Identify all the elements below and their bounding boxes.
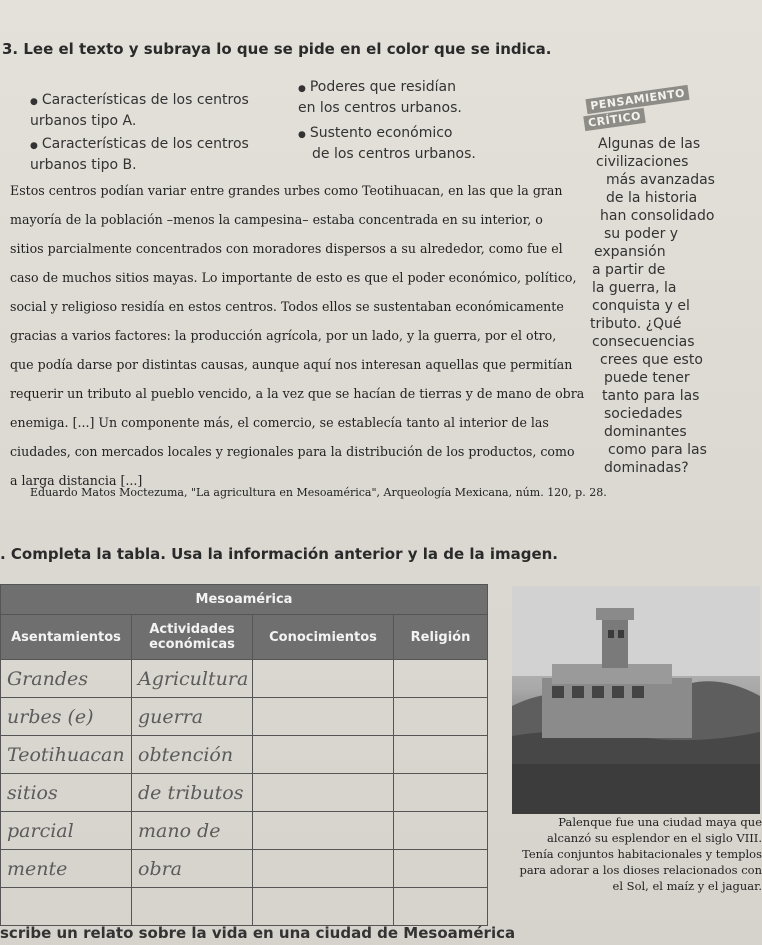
task-item: en los centros urbanos.	[298, 100, 462, 116]
table-cell[interactable]: Agricultura	[132, 660, 253, 698]
table-cell[interactable]	[253, 736, 394, 774]
task-item: urbanos tipo B.	[30, 157, 137, 173]
table-title: Mesoamérica	[1, 585, 488, 615]
column-header: Actividades económicas	[132, 615, 253, 660]
table-cell[interactable]	[394, 850, 488, 888]
next-activity-instruction: scribe un relato sobre la vida en una ciudad de Mesoamérica	[0, 924, 516, 942]
table-row	[1, 698, 488, 736]
table-cell[interactable]	[394, 698, 488, 736]
bullet-icon: ●	[30, 97, 38, 107]
table-cell[interactable]	[394, 812, 488, 850]
column-header: Conocimientos	[253, 615, 394, 660]
table-cell[interactable]	[132, 888, 253, 926]
table-cell[interactable]	[253, 850, 394, 888]
table-cell[interactable]: obtención	[132, 736, 253, 774]
bullet-icon: ●	[30, 141, 38, 151]
table-cell[interactable]	[394, 660, 488, 698]
task-item: ● Sustento económico	[298, 125, 453, 141]
mesoamerica-table	[0, 584, 488, 900]
table-cell[interactable]: guerra	[132, 698, 253, 736]
table-cell[interactable]	[253, 888, 394, 926]
table-cell[interactable]: mano de	[132, 812, 253, 850]
table-cell[interactable]: Teotihuacan	[1, 736, 132, 774]
question-4-title: . Completa la tabla. Usa la información anterior y la de la imagen.	[0, 545, 559, 563]
table-row	[1, 850, 488, 888]
table-cell[interactable]: parcial	[1, 812, 132, 850]
column-header: Asentamientos	[1, 615, 132, 660]
table-row	[1, 660, 488, 698]
task-item: ● Características de los centros	[30, 92, 249, 108]
task-item: urbanos tipo A.	[30, 113, 137, 129]
bullet-icon: ●	[298, 84, 306, 94]
table-row	[1, 736, 488, 774]
table-cell[interactable]	[253, 812, 394, 850]
question-3-title: 3. Lee el texto y subraya lo que se pide en el color que se indica.	[2, 40, 552, 58]
table-cell[interactable]	[253, 660, 394, 698]
table-cell[interactable]	[1, 888, 132, 926]
task-item: ● Características de los centros	[30, 136, 249, 152]
table-row	[1, 812, 488, 850]
table-cell[interactable]: de tributos	[132, 774, 253, 812]
table-cell[interactable]	[394, 888, 488, 926]
column-header: Religión	[394, 615, 488, 660]
task-item: ● Poderes que residían	[298, 79, 456, 95]
bullet-icon: ●	[298, 130, 306, 140]
table-cell[interactable]: mente	[1, 850, 132, 888]
photo-caption: Palenque fue una ciudad maya que alcanzó su esplendor en el siglo VIII. Tenía conjuntos habitacionales y templos para adorar a los dioses relacionados con el Sol, el maíz y el jaguar.	[519, 815, 762, 893]
palenque-photo-graphic	[512, 586, 760, 814]
source-citation: Eduardo Matos Moctezuma, "La agricultura en Mesoamérica", Arqueología Mexicana, núm. 120, p. 28.	[30, 486, 607, 499]
table-row	[1, 774, 488, 812]
table-cell[interactable]: obra	[132, 850, 253, 888]
table-cell[interactable]	[253, 774, 394, 812]
worksheet-page: 3. Lee el texto y subraya lo que se pide en el color que se indica. ● Características de los centros urbanos tipo A. ● Poderes que residían en los centros urbanos. ● Características de los centros urbanos tipo B. ● Sustento económico de los centros urbanos. PENSAMIENTO CRÍTICO Algunas de las civilizaciones más avanzadas de la historia han consolidado su poder y expansión a partir de la guerra, la conquista y el tributo. ¿Qué consecuencias crees que esto puede tener tanto para las sociedades dominantes como para las dominadas? Estos centros podían variar entre grandes urbes como Teotihuacan, en las que la gran mayoría de la población –menos la campesina– estaba concentrada en su interior, o sitios parcialmente concentrados con moradores dispersos a su alrededor, como fue el caso de muchos sitios mayas. Lo importante de esto es que el poder económico, político, social y religioso residía en estos centros. Todos ellos se sustentaban económicamente gracias a varios factores: la producción agrícola, por un lado, y la guerra, por el otro, que podía darse por distintas causas, aunque aquí nos interesan aquellas que permitían requerir un tributo al pueblo vencido, a la vez que se hacían de tierras y de mano de obra enemiga. [...] Un componente más, el comercio, se establecía tanto al interior de las ciudades, con mercados locales y regionales para la distribución de los productos, como a larga distancia [...] Eduardo Matos Moctezuma, "La agricultura en Mesoamérica", Arqueología Mexicana, núm. 120, p. 28. . Completa la tabla. Usa la información anterior y la de la imagen. Mesoamérica Asentamientos Actividades económicas Conocimientos Religión Grandes Agricultura urbes (e) guerra Teotihuacan obtención sitios de tributos parcial mano de mente obra Palenque fue una ciudad maya que alcanzó su esplendor en el siglo VIII. Tenía conjuntos habitacionales y templos para adorar a los dioses relacionados con el Sol, el maíz y el jaguar. scribe un relato sobre la vida en una ciudad de Mesoamérica	[0, 0, 762, 945]
table-cell[interactable]: Grandes	[1, 660, 132, 698]
table-cell[interactable]: urbes (e)	[1, 698, 132, 736]
table-cell[interactable]	[253, 698, 394, 736]
table-cell[interactable]: sitios	[1, 774, 132, 812]
table-cell[interactable]	[394, 736, 488, 774]
table-cell[interactable]	[394, 774, 488, 812]
critical-thinking-badge: PENSAMIENTO CRÍTICO	[584, 80, 702, 128]
palenque-photo	[512, 586, 760, 814]
table-row	[1, 888, 488, 926]
task-item: de los centros urbanos.	[312, 146, 476, 162]
